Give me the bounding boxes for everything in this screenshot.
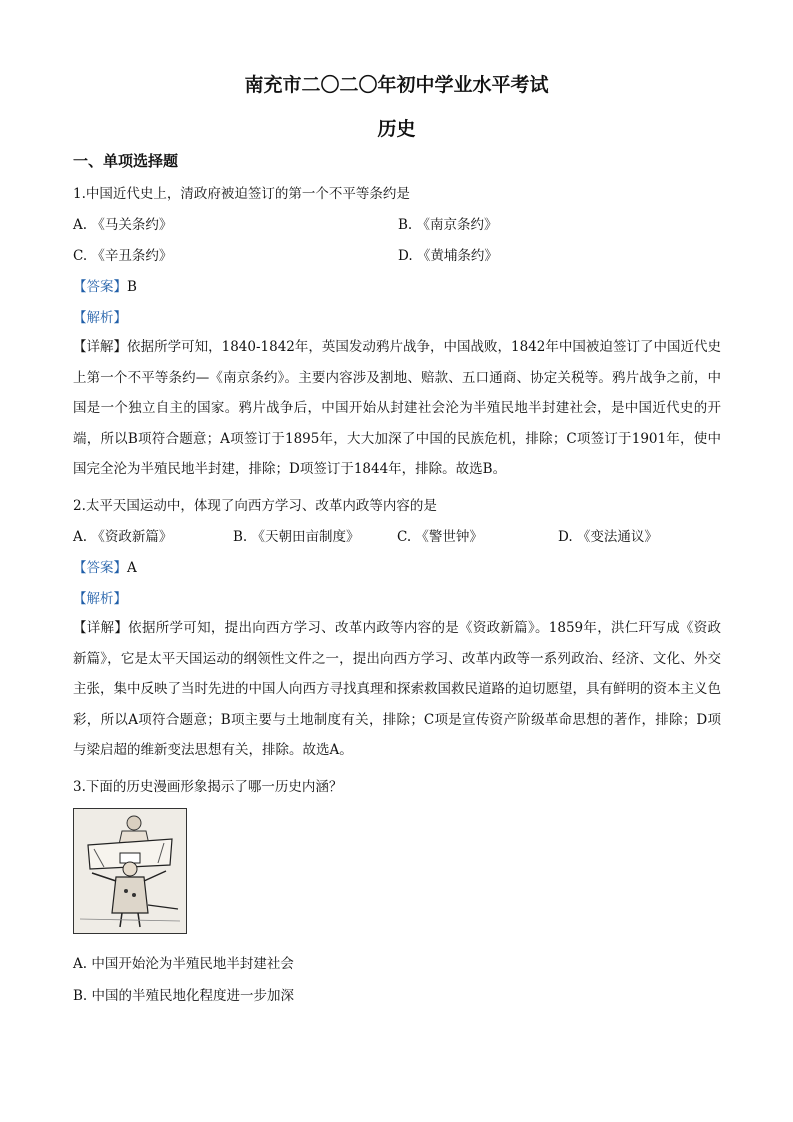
q1-detail <box>73 332 721 485</box>
answer-label: 【答案】 <box>73 560 127 576</box>
q2-option-a: A. 《资政新篇》 <box>73 529 173 545</box>
q1-analysis <box>73 306 127 326</box>
q2-option-b: B. 《天朝田亩制度》 <box>233 529 360 545</box>
analysis-label: 【解析】 <box>73 310 127 326</box>
q1-answer <box>73 275 137 295</box>
history-cartoon-image <box>73 808 187 934</box>
answer-value: A <box>127 560 137 576</box>
answer-value: B <box>127 279 137 295</box>
q1-option-a: A. 《马关条约》 <box>73 217 173 233</box>
detail-text: 依据所学可知，提出向西方学习、改革内政等内容的是《资政新篇》。1859年，洪仁玕写成《资政新篇》，它是太平天国运动的纲领性文件之一，提出向西方学习、改革内政等一系列政治、经济、文化、外交主张，集中反映了当时先进的中国人向西方寻找真理和探索救国救民道路的迫切愿望，具有鲜明的资本主义色彩，所以A项符合题意；B项主要与土地制度有关，排除；C项是宣传资产阶级革命思想的著作，排除；D项与梁启超的维新变法思想有关，排除。故选A。 <box>73 620 722 758</box>
q3-option-b: B. 中国的半殖民地化程度进一步加深 <box>73 988 295 1004</box>
analysis-label: 【解析】 <box>73 591 127 607</box>
q3-option-a: A. 中国开始沦为半殖民地半封建社会 <box>73 956 294 972</box>
question-3-stem: 3.下面的历史漫画形象揭示了哪一历史内涵？ <box>73 779 343 795</box>
q1-option-b: B. 《南京条约》 <box>398 217 498 233</box>
question-1-stem: 1.中国近代史上，清政府被迫签订的第一个不平等条约是 <box>73 186 410 202</box>
q2-option-d: D. 《变法通议》 <box>558 529 658 545</box>
q2-answer <box>73 556 137 576</box>
page-title: 南充市二〇二〇年初中学业水平考试 <box>244 74 549 96</box>
detail-label: 【详解】 <box>73 620 129 636</box>
q2-option-c: C. 《警世钟》 <box>397 529 483 545</box>
q2-detail <box>73 613 721 766</box>
cartoon-illustration <box>74 809 186 933</box>
answer-label: 【答案】 <box>73 279 127 295</box>
q1-option-d: D. 《黄埔条约》 <box>398 248 498 264</box>
q1-option-c: C. 《辛丑条约》 <box>73 248 173 264</box>
detail-label: 【详解】 <box>73 339 128 355</box>
q2-analysis <box>73 587 127 607</box>
detail-text: 依据所学可知，1840-1842年，英国发动鸦片战争，中国战败，1842年中国被迫签订了中国近代史上第一个不平等条约—《南京条约》。主要内容涉及割地、赔款、五口通商、协定关税等。鸦片战争之前，中国是一个独立自主的国家。鸦片战争后，中国开始从封建社会沦为半殖民地半封建社会，是中国近代史的开端，所以B项符合题意；A项签订于1895年，大大加深了中国的民族危机，排除；C项签订于1901年，使中国完全沦为半殖民地半封建，排除；D项签订于1844年，排除。故选B。 <box>73 339 722 477</box>
question-2-stem: 2.太平天国运动中，体现了向西方学习、改革内政等内容的是 <box>73 498 437 514</box>
subject-title: 历史 <box>377 118 416 140</box>
section-heading: 一、单项选择题 <box>73 152 179 170</box>
